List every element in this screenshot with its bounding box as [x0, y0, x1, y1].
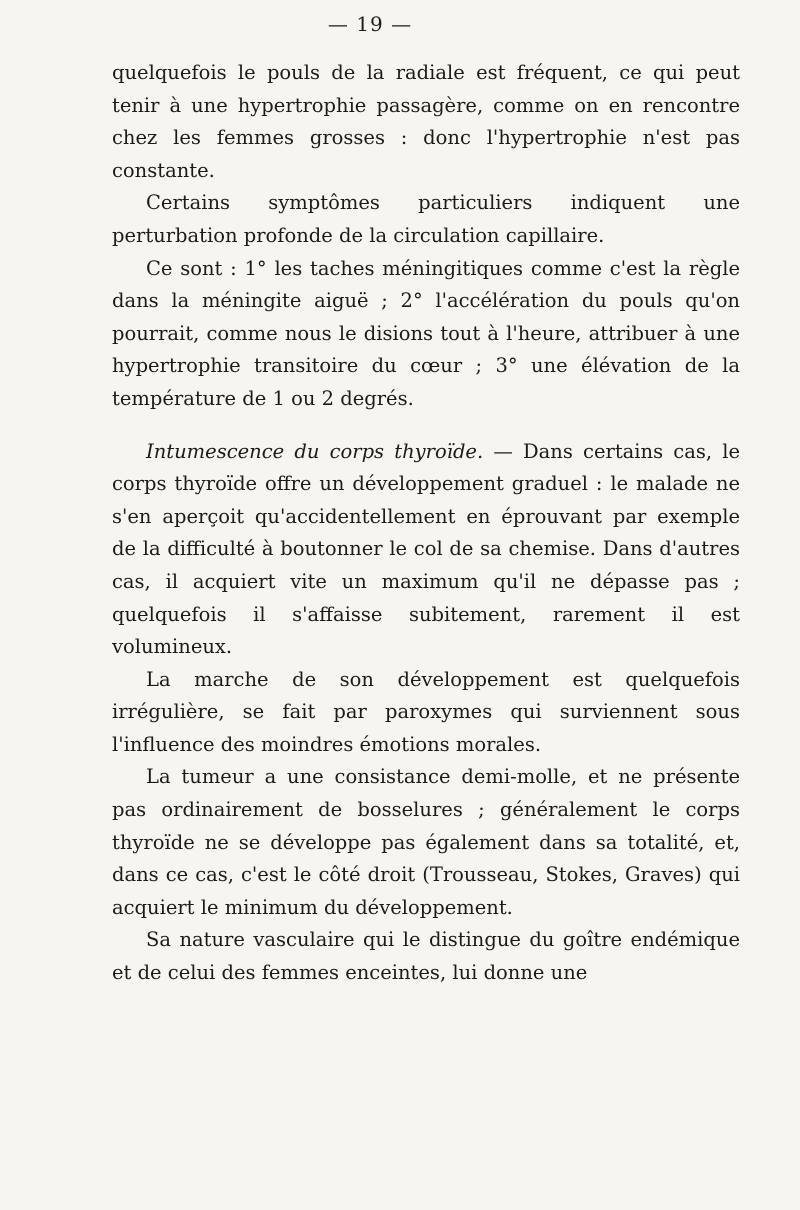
paragraph-list: Ce sont : 1° les taches méningitiques comme c'est la règle dans la méningite aiguë ; 2° l'accélération du pouls qu'on pourrait, comme nous le disions tout à l'heure, attribuer à une hypertrophie transitoire du cœur ; 3° une élévation de la température de 1 ou 2 degrés. [112, 256, 740, 410]
paragraph-marche: La marche de son développement est quelquefois irrégulière, se fait par paroxymes qui surviennent sous l'influence des moindres émotions morales. [112, 667, 740, 756]
paragraph-section-thyroid [112, 436, 740, 664]
paragraph-continuation: quelquefois le pouls de la radiale est fréquent, ce qui peut tenir à une hypertrophie passagère, comme on en rencontre chez les femmes grosses : donc l'hypertrophie n'est pas constante. [112, 61, 740, 182]
paragraph-tumeur: La tumeur a une consistance demi-molle, et ne présente pas ordinairement de bosselures ; généralement le corps thyroïde ne se développe pas également dans sa totalité, et, dans ce cas, c'est le côté droit (Trousseau, Stokes, Graves) qui acquiert le minimum du développement. [112, 765, 740, 919]
paragraph-nature: Sa nature vasculaire qui le distingue du goître endémique et de celui des femmes enceintes, lui donne une [112, 928, 740, 985]
page-number: — 19 — [327, 12, 413, 36]
section-text: — Dans certains cas, le corps thyroïde offre un développement graduel : le malade ne s'en aperçoit qu'accidentellement en éprouvant par exemple de la difficulté à boutonner le col de sa chemise. Dans d'autres cas, il acquiert vite un maximum qu'il ne dépasse pas ; quelquefois il s'affaisse subitement, rarement il est volumineux. [112, 439, 740, 659]
section-title: Intumescence du corps thyroïde. [146, 439, 484, 463]
section-gap [112, 416, 740, 436]
paragraph-symptoms: Certains symptômes particuliers indiquent une perturbation profonde de la circulation capillaire. [112, 191, 740, 247]
body-text [112, 57, 740, 990]
